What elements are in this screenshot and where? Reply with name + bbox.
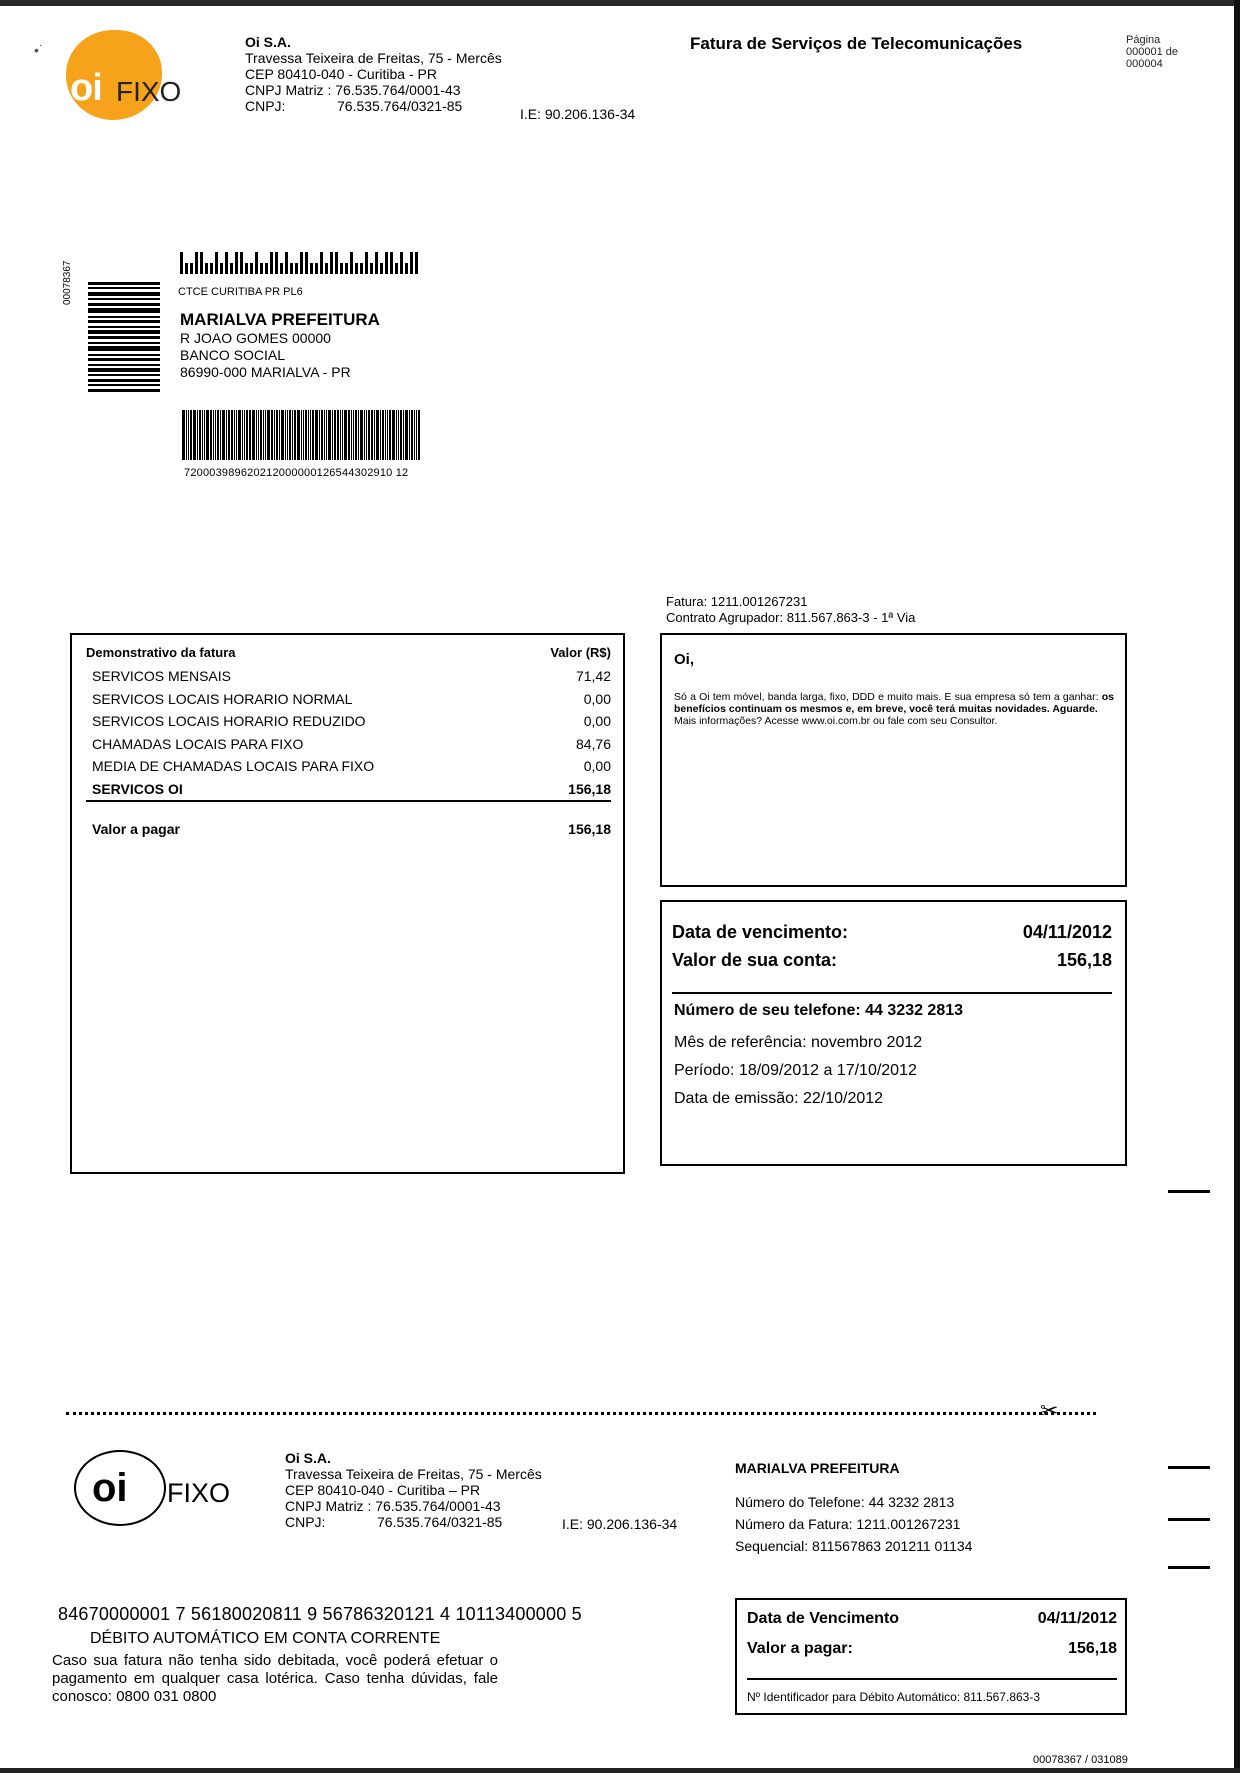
stub-invoice-number: Número da Fatura: 1211.001267231 — [735, 1516, 961, 1532]
barcode-bar — [276, 410, 278, 460]
barcode-bar — [382, 410, 384, 460]
barcode-bar — [326, 410, 327, 460]
barcode-bar — [231, 410, 233, 460]
postal-bar — [230, 263, 233, 274]
barcode-bar — [414, 410, 415, 460]
side-bar — [88, 308, 160, 313]
cep-routing-code: CTCE CURITIBA PR PL6 — [178, 286, 303, 298]
barcode-bar — [236, 410, 237, 460]
barcode-bar — [199, 410, 201, 460]
barcode-bar — [308, 410, 309, 460]
postal-bar — [395, 263, 398, 274]
barcode-bar — [210, 410, 212, 460]
statement-box — [70, 633, 625, 1174]
barcode-bar — [400, 410, 402, 460]
side-bar — [88, 358, 160, 361]
barcode-bar — [398, 410, 399, 460]
company-ie: I.E: 90.206.136-34 — [520, 106, 636, 122]
side-bar — [88, 326, 160, 328]
barcode-bar — [238, 410, 241, 460]
barcode-bar — [244, 410, 245, 460]
postal-bar — [210, 263, 213, 274]
statement-value-header: Valor (R$) — [550, 645, 611, 660]
barcode-bar — [303, 410, 304, 460]
message-line1: Só a Oi tem móvel, banda larga, fixo, DDD e muito mais. E sua empresa só tem a ganhar: — [674, 691, 1099, 703]
side-number: 00078367 — [62, 260, 73, 305]
postal-bar — [310, 263, 313, 274]
statement-title: Demonstrativo da fatura — [86, 645, 236, 660]
due-date-row — [672, 922, 1112, 943]
barcode-bar — [332, 410, 333, 460]
postal-bar — [270, 252, 273, 274]
barcode-bar — [197, 410, 198, 460]
row-label: CHAMADAS LOCAIS PARA FIXO — [92, 735, 304, 752]
postal-bar — [275, 252, 278, 274]
barcode-bar — [387, 410, 388, 460]
barcode-bar — [234, 410, 235, 460]
barcode-bar — [340, 410, 341, 460]
postal-bar — [370, 263, 373, 274]
statement-row — [92, 758, 611, 781]
stub-company-ie: I.E: 90.206.136-34 — [562, 1516, 678, 1532]
barcode-bar — [371, 410, 373, 460]
side-bar — [88, 364, 160, 366]
barcode-bar — [321, 410, 323, 460]
amount-label: Valor de sua conta: — [672, 950, 838, 970]
margin-tick — [1168, 1466, 1210, 1469]
side-bar — [88, 354, 160, 356]
stub-company-info — [285, 1450, 542, 1530]
barcode-bar — [217, 410, 219, 460]
barcode-bar — [287, 410, 288, 460]
side-bar — [88, 384, 160, 386]
barcode-bar — [374, 410, 375, 460]
postal-bar — [220, 263, 223, 274]
logo-oi-text: oi — [92, 1466, 128, 1510]
recipient-district: BANCO SOCIAL — [180, 347, 286, 363]
stub-phone: Número do Telefone: 44 3232 2813 — [735, 1494, 955, 1510]
barcode-bar — [265, 410, 266, 460]
barcode-bar — [292, 410, 293, 460]
statement-row — [92, 691, 611, 714]
stub-customer-info — [735, 1457, 972, 1557]
mailing-barcode-number: 720003989620212000000126544302910 12 — [184, 467, 409, 479]
barcode-bar — [267, 410, 270, 460]
barcode-bar — [279, 410, 280, 460]
postal-bar — [325, 263, 328, 274]
emission-date: Data de emissão: 22/10/2012 — [674, 1090, 884, 1107]
side-barcode — [88, 282, 160, 392]
postal-bar — [190, 263, 193, 274]
barcode-bar — [190, 410, 192, 460]
row-value: 84,76 — [575, 735, 611, 752]
company-info — [245, 34, 502, 114]
postal-bar — [385, 252, 388, 274]
statement-rows — [92, 668, 611, 803]
cnpj-value: 76.535.764/0321-85 — [337, 98, 463, 114]
barcode-bar — [222, 410, 225, 460]
margin-tick — [1168, 1566, 1210, 1569]
payment-instructions: Caso sua fatura não tenha sido debitada, você poderá efetuar o pagamento em qualquer casa lotérica. Caso tenha dúvidas, fale conosco: 0800 031 0800 — [52, 1652, 498, 1705]
margin-tick — [1168, 1518, 1210, 1521]
margin-tick — [1168, 1190, 1210, 1193]
row-label: SERVICOS MENSAIS — [92, 668, 232, 684]
barcode-bar — [213, 410, 214, 460]
footer-sequence: 00078367 / 031089 — [1033, 1754, 1128, 1766]
postal-bar — [225, 252, 228, 274]
postal-bar — [320, 252, 323, 274]
barcode-bar — [418, 410, 420, 460]
postal-bar — [295, 263, 298, 274]
stub-amount-label: Valor a pagar: — [747, 1640, 853, 1657]
barcode-bar — [188, 410, 189, 460]
postal-bar — [180, 252, 183, 274]
barcode-bar — [411, 410, 413, 460]
postal-bar — [365, 252, 368, 274]
stub-sequencial: Sequencial: 811567863 201211 01134 — [735, 1538, 973, 1554]
barcode-bar — [385, 410, 386, 460]
statement-header — [86, 645, 611, 660]
side-bar — [88, 342, 160, 344]
side-bar — [88, 282, 160, 285]
postal-bar — [330, 252, 333, 274]
mailing-barcode — [182, 410, 420, 460]
barcode-bar — [242, 410, 243, 460]
side-bar — [88, 287, 160, 289]
recipient-name: MARIALVA PREFEITURA — [180, 310, 380, 329]
auto-debit-title: DÉBITO AUTOMÁTICO EM CONTA CORRENTE — [90, 1630, 441, 1647]
postal-bar — [240, 252, 243, 274]
barcode-bar — [305, 410, 307, 460]
due-date-value: 04/11/2012 — [1022, 922, 1112, 942]
stub-amount-value: 156,18 — [1068, 1640, 1117, 1657]
postal-bar — [195, 252, 198, 274]
barcode-bar — [328, 410, 331, 460]
barcode-bar — [315, 410, 318, 460]
stub-customer-name: MARIALVA PREFEITURA — [735, 1460, 900, 1476]
amount-value: 156,18 — [1056, 950, 1112, 970]
postal-barcode — [180, 248, 418, 274]
postal-bar — [200, 252, 203, 274]
barcode-bar — [281, 410, 284, 460]
barcode-bar — [285, 410, 286, 460]
cnpj-label: CNPJ: — [245, 98, 286, 114]
side-bar — [88, 374, 160, 376]
barcode-bar — [206, 410, 209, 460]
logo-fixo-text: FIXO — [116, 76, 182, 107]
barcode-bar — [409, 410, 410, 460]
postal-bar — [415, 252, 418, 274]
barcode-bar — [416, 410, 417, 460]
barcode-bar — [353, 410, 354, 460]
row-label: SERVICOS OI — [92, 780, 183, 797]
side-bar — [88, 346, 160, 351]
stub-divider — [747, 1678, 1117, 1680]
barcode-bar — [228, 410, 230, 460]
postal-bar — [290, 263, 293, 274]
page-label: Página — [1126, 34, 1161, 46]
barcode-bar — [226, 410, 227, 460]
message-line1-bold: os benefícios continuam os mesmos e, em breve, você terá muitas novidades. Aguarde. — [674, 691, 1114, 715]
postal-bar — [265, 263, 268, 274]
postal-bar — [380, 263, 383, 274]
company-address: Travessa Teixeira de Freitas, 75 - Mercês — [245, 50, 502, 66]
stub-company-cnpj-matriz: CNPJ Matriz : 76.535.764/0001-43 — [285, 1498, 501, 1514]
billing-period: Período: 18/09/2012 a 17/10/2012 — [674, 1062, 917, 1079]
postal-bar — [360, 263, 363, 274]
barcode-bar — [376, 410, 379, 460]
barcode-bar — [193, 410, 196, 460]
total-value: 156,18 — [568, 821, 611, 837]
barcode-bar — [256, 410, 257, 460]
postal-bar — [390, 252, 393, 274]
scissors-icon: ✂ — [1040, 1398, 1059, 1423]
barcode-bar — [348, 410, 350, 460]
postal-bar — [255, 252, 258, 274]
barcode-bar — [355, 410, 357, 460]
side-bar — [88, 320, 160, 323]
message-text — [674, 691, 1114, 727]
statement-row — [92, 736, 611, 759]
due-info-box — [660, 900, 1127, 1166]
company-cnpj-matriz: CNPJ Matriz : 76.535.764/0001-43 — [245, 82, 461, 98]
postal-bar — [245, 263, 248, 274]
message-line2: Mais informações? Acesse www.oi.com.br ou fale com seu Consultor. — [674, 715, 998, 727]
page-value: 000001 de — [1126, 46, 1178, 58]
logo-oi-text: oi — [70, 67, 102, 109]
logo-dot-icon: •˙ — [34, 42, 44, 58]
scan-top-edge — [0, 0, 1240, 6]
barcode-bar — [380, 410, 381, 460]
side-bar — [88, 292, 160, 296]
barcode-bar — [215, 410, 216, 460]
amount-row — [672, 950, 1112, 971]
stub-debit-id: Nº Identificador para Débito Automático: 811.567.863-3 — [747, 1690, 1041, 1704]
scan-bottom-edge — [0, 1768, 1240, 1773]
document-title: Fatura de Serviços de Telecomunicações — [690, 34, 1023, 53]
statement-total — [92, 821, 611, 837]
barcode-bar — [182, 410, 185, 460]
postal-bar — [400, 252, 403, 274]
statement-divider — [86, 800, 611, 802]
postal-bar — [405, 263, 408, 274]
stub-due-box — [735, 1598, 1127, 1715]
row-label: MEDIA DE CHAMADAS LOCAIS PARA FIXO — [92, 758, 375, 774]
stub-company-address: Travessa Teixeira de Freitas, 75 - Mercês — [285, 1466, 542, 1482]
barcode-bar — [392, 410, 395, 460]
barcode-bar — [324, 410, 325, 460]
barcode-bar — [246, 410, 248, 460]
barcode-bar — [186, 410, 187, 460]
invoice-number: Fatura: 1211.001267231 — [666, 594, 808, 609]
side-bar — [88, 303, 160, 306]
statement-row — [92, 668, 611, 691]
barcode-bar — [263, 410, 264, 460]
barcode-bar — [351, 410, 352, 460]
barcode-bar — [342, 410, 343, 460]
side-bar — [88, 298, 160, 300]
postal-bar — [215, 252, 218, 274]
stub-cnpj-value: 76.535.764/0321-85 — [377, 1514, 503, 1530]
postal-bar — [185, 263, 188, 274]
barcode-bar — [249, 410, 251, 460]
barcode-bar — [405, 410, 408, 460]
barcode-bar — [403, 410, 404, 460]
message-box — [660, 633, 1127, 887]
stub-amount-row — [747, 1640, 1117, 1658]
postal-bar — [315, 263, 318, 274]
row-value: 0,00 — [583, 690, 611, 707]
message-greeting: Oi, — [674, 651, 695, 668]
invoice-reference — [666, 594, 915, 626]
side-bar — [88, 389, 160, 392]
postal-bar — [285, 252, 288, 274]
postal-bar — [410, 252, 413, 274]
side-bar — [88, 330, 160, 334]
contract-number: Contrato Agrupador: 811.567.863-3 - 1ª Via — [666, 610, 916, 625]
cut-line — [66, 1412, 1096, 1415]
stub-company-cep: CEP 80410-040 - Curitiba – PR — [285, 1482, 481, 1498]
barcode-bar — [312, 410, 314, 460]
postal-bar — [280, 263, 283, 274]
reference-month: Mês de referência: novembro 2012 — [674, 1034, 923, 1051]
company-name: Oi S.A. — [245, 34, 291, 50]
barcode-bar — [202, 410, 203, 460]
postal-bar — [340, 263, 343, 274]
barcode-bar — [297, 410, 300, 460]
barcode-bar — [396, 410, 397, 460]
barcode-bar — [310, 410, 311, 460]
stub-due-label: Data de Vencimento — [747, 1610, 900, 1627]
postal-bar — [205, 263, 208, 274]
barcode-bar — [344, 410, 347, 460]
payment-line: 84670000001 7 56180020811 9 56786320121 4 10113400000 5 — [58, 1604, 582, 1624]
barcode-bar — [289, 410, 291, 460]
company-cep: CEP 80410-040 - Curitiba - PR — [245, 66, 437, 82]
barcode-bar — [389, 410, 391, 460]
page-info — [1126, 34, 1178, 70]
recipient-city: 86990-000 MARIALVA - PR — [180, 364, 351, 380]
barcode-bar — [220, 410, 221, 460]
barcode-bar — [366, 410, 367, 460]
logo-fixo-text: FIXO — [167, 1478, 231, 1508]
oi-fixo-logo — [30, 22, 190, 112]
row-label: SERVICOS LOCAIS HORARIO NORMAL — [92, 690, 353, 707]
postal-bar — [235, 252, 238, 274]
postal-bar — [350, 252, 353, 274]
row-value: 71,42 — [575, 668, 611, 684]
barcode-bar — [271, 410, 273, 460]
recipient-street: R JOAO GOMES 00000 — [180, 330, 331, 346]
barcode-bar — [294, 410, 296, 460]
oi-fixo-logo-bw — [72, 1446, 242, 1530]
due-date-label: Data de vencimento: — [672, 922, 849, 942]
barcode-bar — [360, 410, 363, 460]
side-bar — [88, 379, 160, 382]
barcode-bar — [358, 410, 359, 460]
barcode-bar — [301, 410, 302, 460]
postal-bar — [260, 263, 263, 274]
row-label: SERVICOS LOCAIS HORARIO REDUZIDO — [92, 713, 366, 729]
total-label: Valor a pagar — [92, 821, 180, 837]
postal-bar — [250, 263, 253, 274]
row-value: 156,18 — [568, 780, 611, 797]
barcode-bar — [260, 410, 262, 460]
barcode-bar — [258, 410, 259, 460]
barcode-bar — [364, 410, 365, 460]
postal-bar — [345, 263, 348, 274]
postal-bar — [335, 252, 338, 274]
barcode-bar — [204, 410, 205, 460]
postal-bar — [375, 252, 378, 274]
postal-bar — [355, 263, 358, 274]
side-bar — [88, 316, 160, 318]
recipient-address — [180, 310, 380, 381]
stub-due-value: 04/11/2012 — [1037, 1610, 1117, 1627]
barcode-bar — [368, 410, 370, 460]
row-value: 0,00 — [583, 713, 611, 729]
barcode-bar — [319, 410, 320, 460]
stub-cnpj-label: CNPJ: — [285, 1514, 326, 1530]
phone-number: Número de seu telefone: 44 3232 2813 — [674, 1002, 964, 1019]
stub-company-name: Oi S.A. — [285, 1450, 331, 1466]
statement-row — [92, 713, 611, 736]
side-bar — [88, 368, 160, 372]
barcode-bar — [334, 410, 336, 460]
side-bar — [88, 336, 160, 339]
stub-due-date-row — [747, 1610, 1117, 1628]
postal-bar — [305, 252, 308, 274]
barcode-bar — [337, 410, 339, 460]
page-total: 000004 — [1126, 58, 1163, 70]
barcode-bar — [274, 410, 275, 460]
due-divider — [672, 992, 1112, 994]
barcode-bar — [252, 410, 255, 460]
row-value: 0,00 — [583, 758, 611, 774]
postal-bar — [300, 252, 303, 274]
scan-right-edge — [1234, 0, 1240, 1773]
